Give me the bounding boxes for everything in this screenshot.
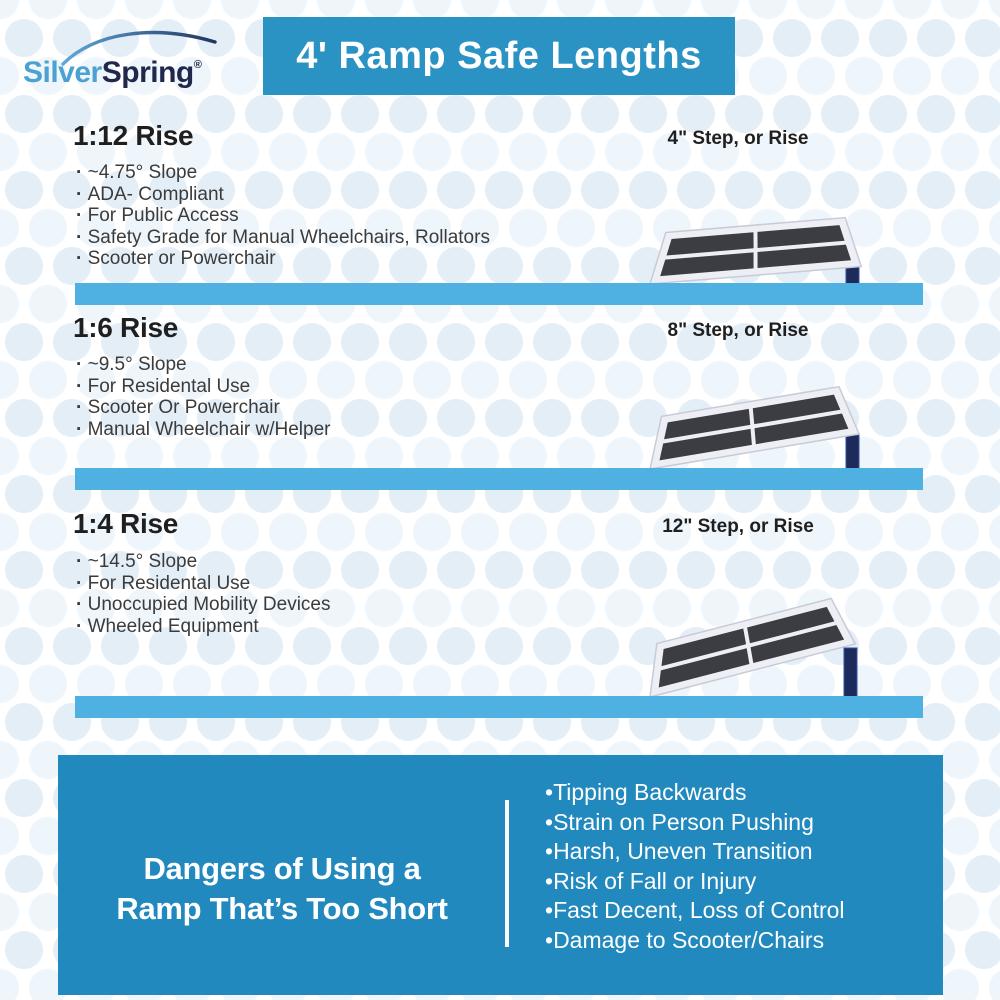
section-1-6-bullets <box>76 354 656 440</box>
section-1-12-step-label: 4" Step, or Rise <box>667 128 809 149</box>
list-item: · Safety Grade for Manual Wheelchairs, Rollators <box>76 227 656 249</box>
list-item: • Damage to Scooter/Chairs <box>545 926 940 956</box>
ramp-illustration-1-12 <box>644 205 884 285</box>
title-banner <box>263 17 735 95</box>
list-item: • Harsh, Uneven Transition <box>545 837 940 867</box>
dangers-panel <box>58 755 943 995</box>
vertical-divider <box>505 800 509 947</box>
ramp-illustration-1-6 <box>644 372 884 470</box>
section-1-6-step-label: 8" Step, or Rise <box>667 320 809 341</box>
list-item: · For Residental Use <box>76 376 656 398</box>
list-item: · ADA- Compliant <box>76 184 656 206</box>
section-1-4-step-label: 12" Step, or Rise <box>662 516 814 537</box>
ground-bar <box>75 468 923 490</box>
list-item: · ~4.75° Slope <box>76 162 656 184</box>
ground-bar <box>75 283 923 305</box>
dangers-title-line2: Ramp That’s Too Short <box>116 891 448 926</box>
list-item: · Scooter or Powerchair <box>76 248 656 270</box>
section-1-4-heading: 1:4 Rise <box>73 508 178 539</box>
ground-bar <box>75 696 923 718</box>
brand-name-silver: Silver <box>23 56 102 89</box>
section-1-4-bullets <box>76 551 656 637</box>
list-item: · Manual Wheelchair w/Helper <box>76 419 656 441</box>
registered-mark: ® <box>193 59 202 71</box>
section-1-6-heading: 1:6 Rise <box>73 312 178 343</box>
list-item: • Risk of Fall or Injury <box>545 867 940 897</box>
list-item: · ~9.5° Slope <box>76 354 656 376</box>
list-item: • Strain on Person Pushing <box>545 808 940 838</box>
list-item: · Scooter Or Powerchair <box>76 397 656 419</box>
dangers-title-line1: Dangers of Using a <box>143 851 421 886</box>
brand-name <box>23 56 201 90</box>
list-item: · For Residental Use <box>76 573 656 595</box>
brand-name-spring: Spring <box>101 56 194 89</box>
list-item: • Tipping Backwards <box>545 778 940 808</box>
section-1-12-bullets <box>76 162 656 270</box>
list-item: · For Public Access <box>76 205 656 227</box>
page-title: 4' Ramp Safe Lengths <box>296 34 702 77</box>
dangers-title <box>72 849 492 929</box>
list-item: · Unoccupied Mobility Devices <box>76 594 656 616</box>
list-item: · ~14.5° Slope <box>76 551 656 573</box>
section-1-12-heading: 1:12 Rise <box>73 120 194 151</box>
brand-logo <box>15 20 235 92</box>
list-item: • Fast Decent, Loss of Control <box>545 896 940 926</box>
ramp-illustration-1-4 <box>644 583 884 698</box>
dangers-list <box>545 778 940 955</box>
list-item: · Wheeled Equipment <box>76 616 656 638</box>
